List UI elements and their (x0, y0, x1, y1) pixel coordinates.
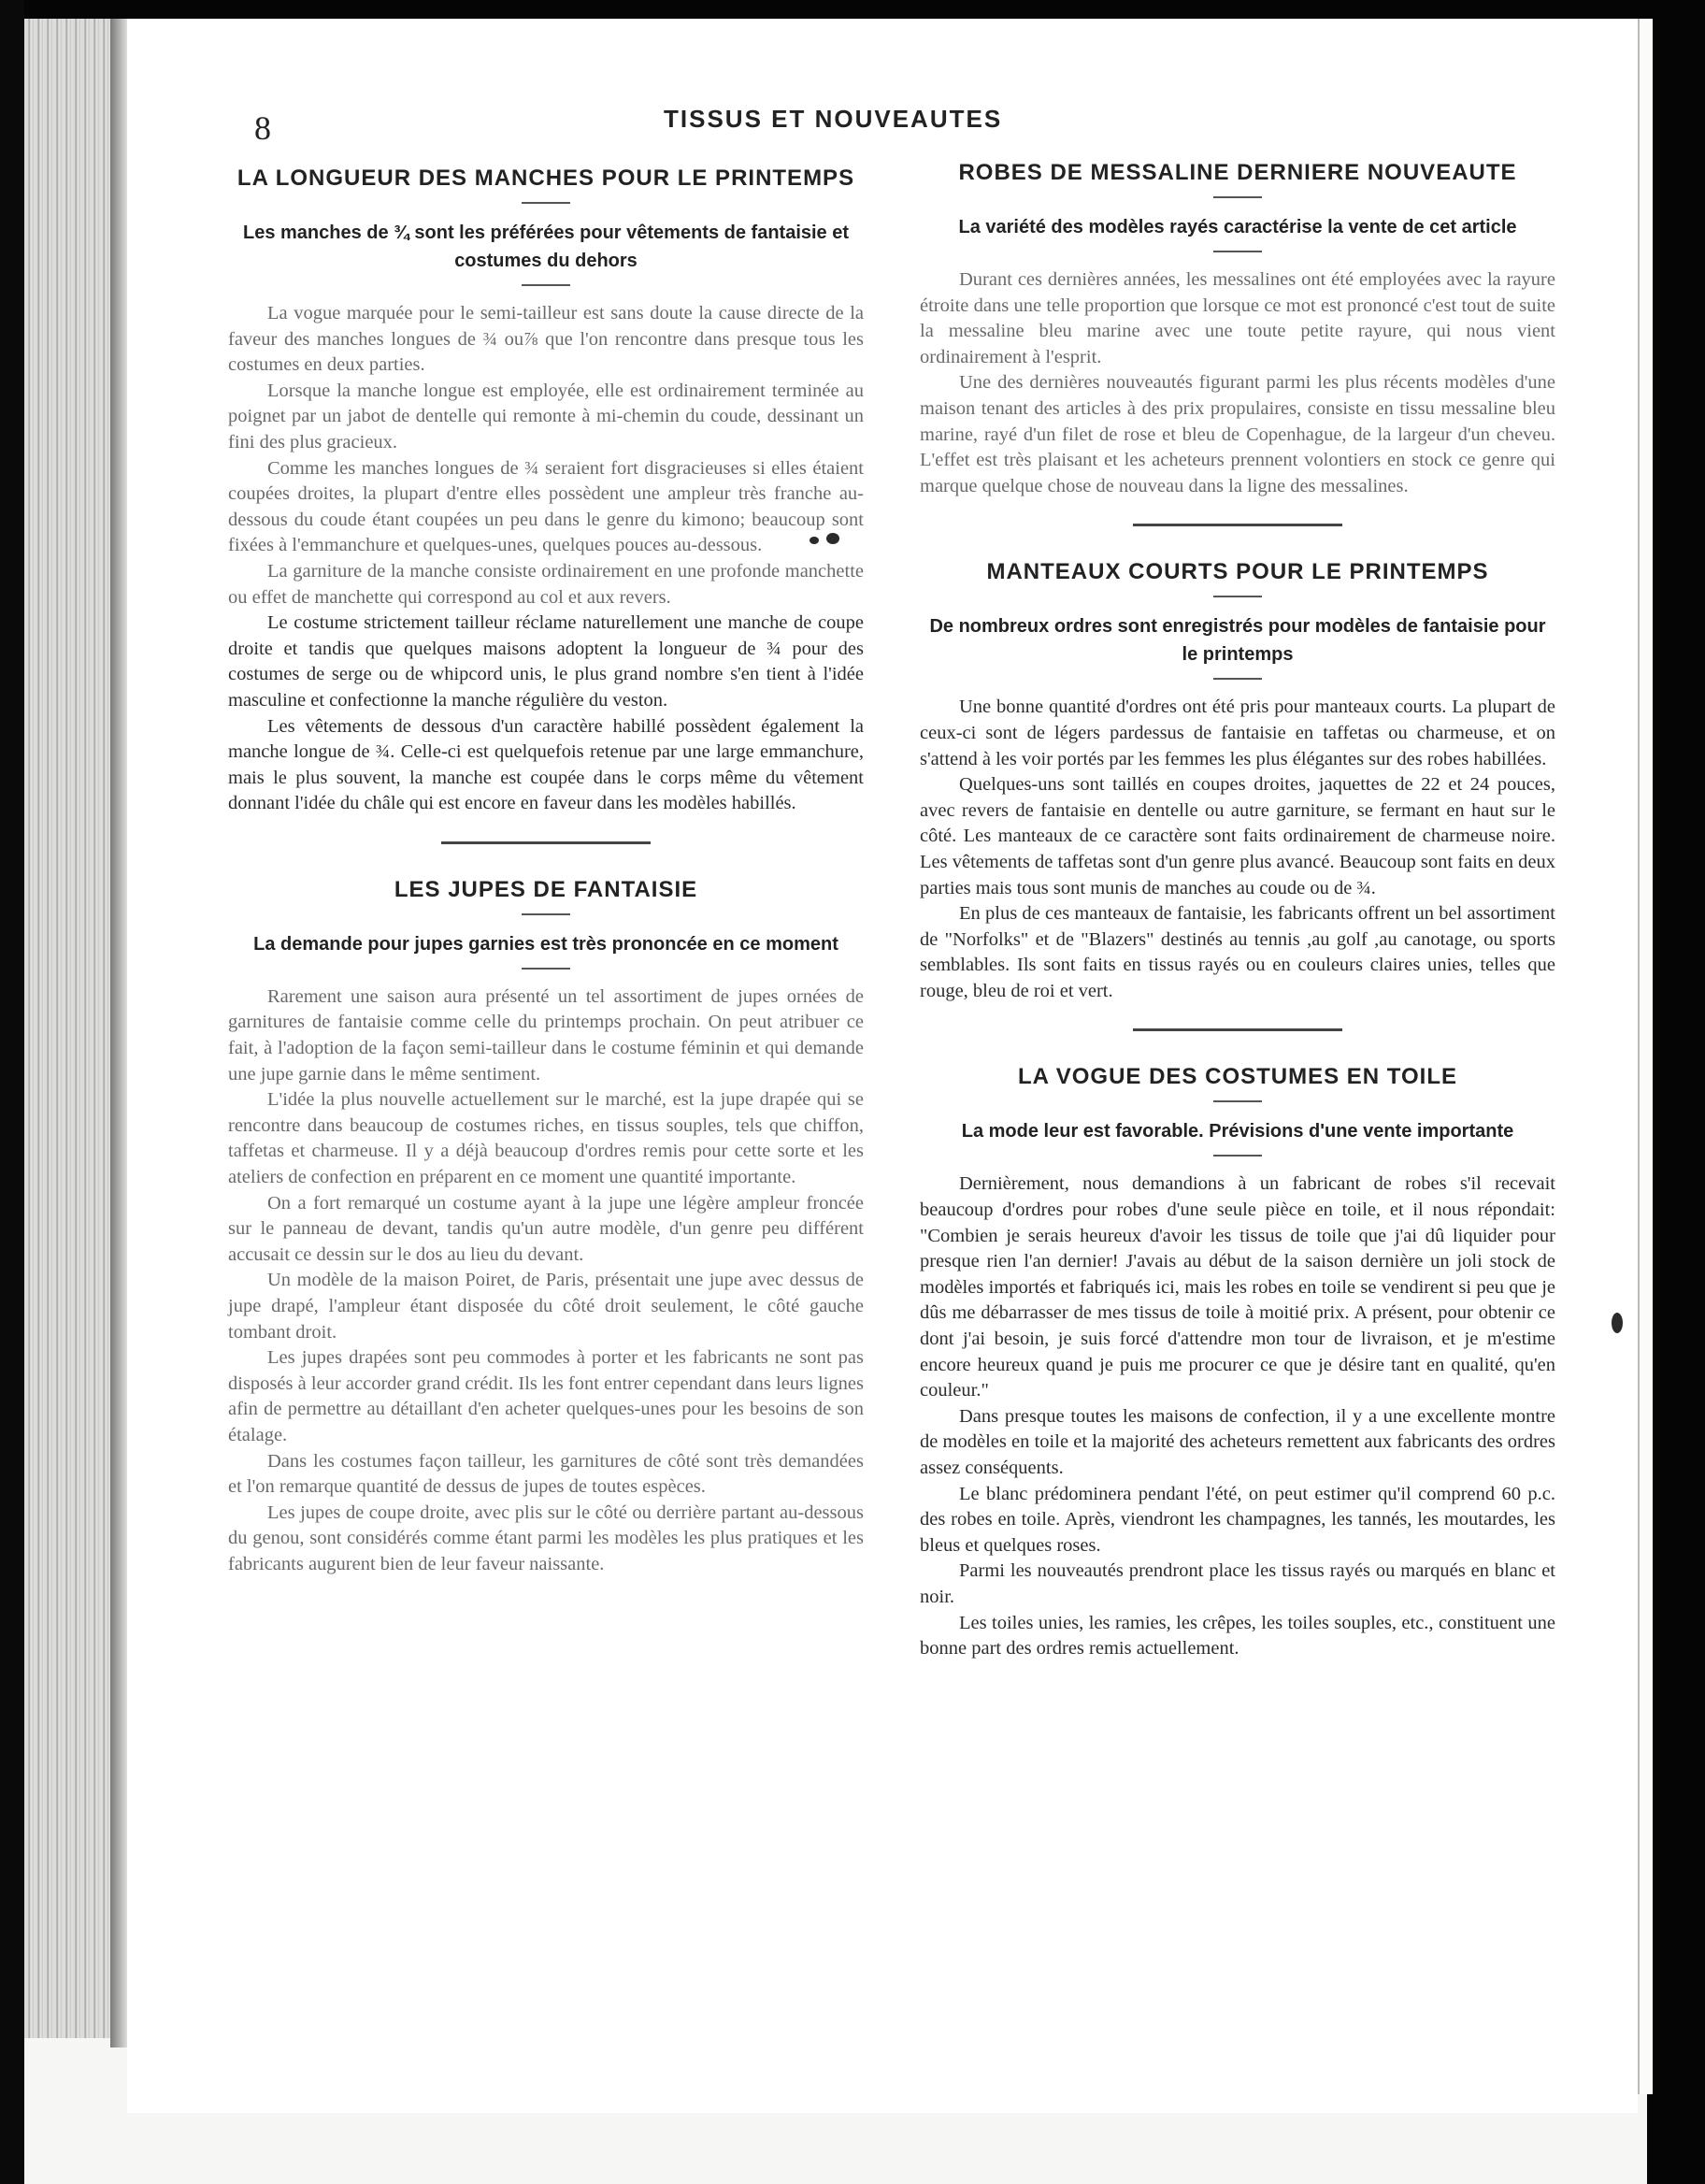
article-subhead: Les manches de ¾ sont les préférées pour vêtements de fantaisie et costumes du dehors (242, 223, 850, 271)
paragraph: On a fort remarqué un costume ayant à la jupe une légère ampleur froncée sur le panneau de devant, tandis qu'un autre modèle, d'un genre peu différent accusait ce dessin sur le dos au lieu du devant. (228, 1192, 864, 1265)
paragraph: Rarement une saison aura présenté un tel assortiment de jupes ornées de garnitures de fantaisie comme celle du printemps prochain. On peut atribuer ce fait, à l'adoption de la façon semi-tailleur dans le costume féminin et qui demande une jupe garnie dans le même sentiment. (228, 985, 864, 1085)
article-body (920, 695, 1555, 1004)
article-divider (1133, 524, 1342, 526)
article-body (228, 301, 864, 817)
article-subhead: De nombreux ordres sont enregistrés pour modèles de fantaisie pour le printemps (929, 616, 1546, 666)
paragraph: La vogue marquée pour le semi-tailleur est sans doute la cause directe de la faveur des manches longues de ¾ ou⅞ que l'on rencontre dans presque tous les costumes en deux parties. (228, 303, 864, 376)
article-subhead: La mode leur est favorable. Prévisions d'une vente importante (961, 1121, 1514, 1142)
headline-rule (1213, 196, 1262, 198)
ink-smudge (826, 533, 839, 544)
article-headline: ROBES DE MESSALINE DERNIERE NOUVEAUTE (958, 160, 1517, 185)
running-title: TISSUS ET NOUVEAUTES (664, 105, 1003, 133)
left-column (228, 165, 864, 1578)
article-messaline (920, 159, 1555, 499)
paragraph: La garniture de la manche consiste ordinairement en une profonde manchette ou effet de manchette qui correspond au col et aux revers. (228, 560, 864, 608)
paragraph: Lorsque la manche longue est employée, elle est ordinairement terminée au poignet par un jabot de dentelle qui remonte à mi-chemin du coude, dessinant un fini des plus gracieux. (228, 380, 864, 453)
paragraph: Un modèle de la maison Poiret, de Paris, présentait une jupe avec dessus de jupe drapé, l'ampleur étant disposée du côté droit seulement, le côté gauche tombant droit. (228, 1270, 864, 1343)
headline-rule (1213, 596, 1262, 597)
article-jupes (228, 876, 864, 1578)
paragraph: Dans les costumes façon tailleur, les garnitures de côté sont très demandées et l'on remarque quantité de dessus de jupes de toutes espèces. (228, 1450, 864, 1498)
paragraph: L'idée la plus nouvelle actuellement sur le marché, est la jupe drapée qui se rencontre dans beaucoup de costumes riches, en tissus souples, tels que chiffon, taffetas et charmeuse. Il y a déjà beaucoup d'ordres remis pour cette sorte et les ateliers de confection en préparent en ce moment une quantité importante. (228, 1089, 864, 1188)
paragraph: Les toiles unies, les ramies, les crêpes, les toiles souples, etc., constituent une bonne part des ordres remis actuellement. (920, 1612, 1555, 1660)
article-headline: MANTEAUX COURTS POUR LE PRINTEMPS (986, 559, 1489, 585)
right-column (920, 159, 1555, 1662)
article-manches (228, 165, 864, 817)
subhead-rule (522, 968, 570, 970)
page-gutter-shadow (110, 19, 129, 2048)
paragraph: Le blanc prédominera pendant l'été, on peut estimer qu'il comprend 60 p.c. des robes en toile. Après, viendront les champagnes, les tannés, les moutardes, les bleus et quelques roses. (920, 1483, 1555, 1556)
article-manteaux (920, 558, 1555, 1004)
scan-border-left (0, 0, 24, 2184)
paragraph: Les vêtements de dessous d'un caractère habillé possèdent également la manche longue de ¾. Celle-ci est quelquefois retenue par une large emmanchure, mais le plus souvent, la manche est coupée dans le corps même du vêtement donnant l'idée du châle qui est encore en faveur dans les modèles habillés. (228, 715, 864, 814)
article-divider (1133, 1028, 1342, 1031)
subhead-rule (1213, 678, 1262, 680)
paragraph: Une des dernières nouveautés figurant parmi les plus récents modèles d'une maison tenant des articles à des prix propulaires, consiste en tissu messaline bleu marine, rayé d'un filet de rose et bleu de Copenhague, de la largeur d'un cheveu. L'effet est très plaisant et les acheteurs prennent volontiers en stock ce genre qui marque quelque chose de nouveau dans la ligne des messalines. (920, 372, 1555, 496)
paragraph: Dernièrement, nous demandions à un fabricant de robes s'il recevait beaucoup d'ordres pour robes d'une seule pièce en toile, et il nous répondait: "Combien je serais heureux d'avoir les tissus de toile que j'ai dû liquider pour presque rien l'an dernier! J'avais au début de la saison dernière un joli stock de modèles importés et fabriqués ici, mais les robes en toile se vendirent si peu que je dûs me débarrasser de mes tissus de toile à moitié prix. A présent, pour obtenir ce dont j'ai besoin, je suis forcé d'attendre mon tour de livraison, et je m'estime encore heureux quand je puis me procurer ce que je désire tant en qualité, qu'en couleur." (920, 1173, 1555, 1401)
subhead-rule (1213, 251, 1262, 252)
paragraph: Les jupes de coupe droite, avec plis sur le côté ou derrière partant au-dessous du genou, sont considérés comme étant parmi les modèles les plus pratiques et les fabricants augurent bien de leur faveur naissante. (228, 1502, 864, 1574)
paragraph: Dans presque toutes les maisons de confection, il y a une excellente montre de modèles en toile et la majorité des acheteurs remettent aux fabricants des ordres assez conséquents. (920, 1405, 1555, 1478)
article-divider (441, 841, 651, 844)
paragraph: Durant ces dernières années, les messalines ont été employées avec la rayure étroite dans une telle proportion que lorsque ce mot est prononcé c'est tout de suite la messaline bleu marine avec une toute petite rayure, qui nous vient ordinairement à l'esprit. (920, 269, 1555, 367)
headline-rule (522, 202, 570, 204)
article-toile (920, 1063, 1555, 1661)
paragraph: Une bonne quantité d'ordres ont été pris pour manteaux courts. La plupart de ceux-ci sont de légers pardessus de fantaisie en taffetas ou charmeuse, et on s'attend à les voir portés par les femmes les plus élégantes sur des robes habillées. (920, 697, 1555, 769)
article-body (920, 1171, 1555, 1661)
article-body (920, 267, 1555, 499)
next-page-edge (1638, 19, 1653, 2094)
subhead-rule (522, 284, 570, 286)
article-headline: LES JUPES DE FANTAISIE (394, 876, 698, 902)
paragraph: En plus de ces manteaux de fantaisie, les fabricants offrent un bel assortiment de "Norfolks" et de "Blazers" destinés au tennis ,au golf ,au canotage, ou sports semblables. Ils sont faits en tissus rayés ou en couleurs claires unies, telles que rouge, bleu de roi et vert. (920, 903, 1555, 1001)
paragraph: Quelques-uns sont taillés en coupes droites, jaquettes de 22 et 24 pouces, avec revers de fantaisie en dentelle ou autre garniture, se fermant en haut sur le côté. Les manteaux de ce caractère sont faits ordinairement de charmeuse noire. Les vêtements de taffetas sont d'un genre plus avancé. Beaucoup sont faits en deux parties mais tous sont munis de manches au coude ou de ¾. (920, 774, 1555, 898)
paragraph: Le costume strictement tailleur réclame naturellement une manche de coupe droite et tandis que quelques maisons adoptent la longueur de ¾ pour des costumes de serge ou de whipcord unis, le plus grand nombre s'en tient à l'idée masculine et confectionne la manche régulière du veston. (228, 612, 864, 711)
paragraph: Les jupes drapées sont peu commodes à porter et les fabricants ne sont pas disposés à leur accorder grand crédit. Ils les font entrer cependant dans leurs lignes afin de permettre au détaillant d'en acheter quelques-unes pour les besoins de son étalage. (228, 1347, 864, 1445)
ink-smudge (810, 537, 819, 544)
article-headline: LA LONGUEUR DES MANCHES POUR LE PRINTEMPS (236, 165, 855, 191)
article-headline: LA VOGUE DES COSTUMES EN TOILE (1017, 1064, 1458, 1090)
scan-border-top (0, 0, 1705, 19)
ink-smudge (1612, 1313, 1623, 1333)
article-subhead: La variété des modèles rayés caractérise la vente de cet article (958, 217, 1517, 237)
headline-rule (1213, 1100, 1262, 1102)
headline-rule (522, 913, 570, 915)
subhead-rule (1213, 1155, 1262, 1157)
article-subhead: La demande pour jupes garnies est très prononcée en ce moment (253, 933, 838, 955)
binding-page-edges (24, 19, 118, 2038)
paragraph: Comme les manches longues de ¾ seraient fort disgracieuses si elles étaient coupées droites, la plupart d'entre elles possèdent une ampleur très franche au-dessous du coude étant coupées un peu dans le genre du kimono; beaucoup sont fixées à l'emmanchure et quelques-unes, quelques pouces au-dessous. (228, 457, 864, 556)
scan-border-right (1647, 0, 1705, 2184)
paragraph: Parmi les nouveautés prendront place les tissus rayés ou marqués en blanc et noir. (920, 1560, 1555, 1607)
page-number: 8 (254, 109, 271, 147)
article-body (228, 984, 864, 1578)
